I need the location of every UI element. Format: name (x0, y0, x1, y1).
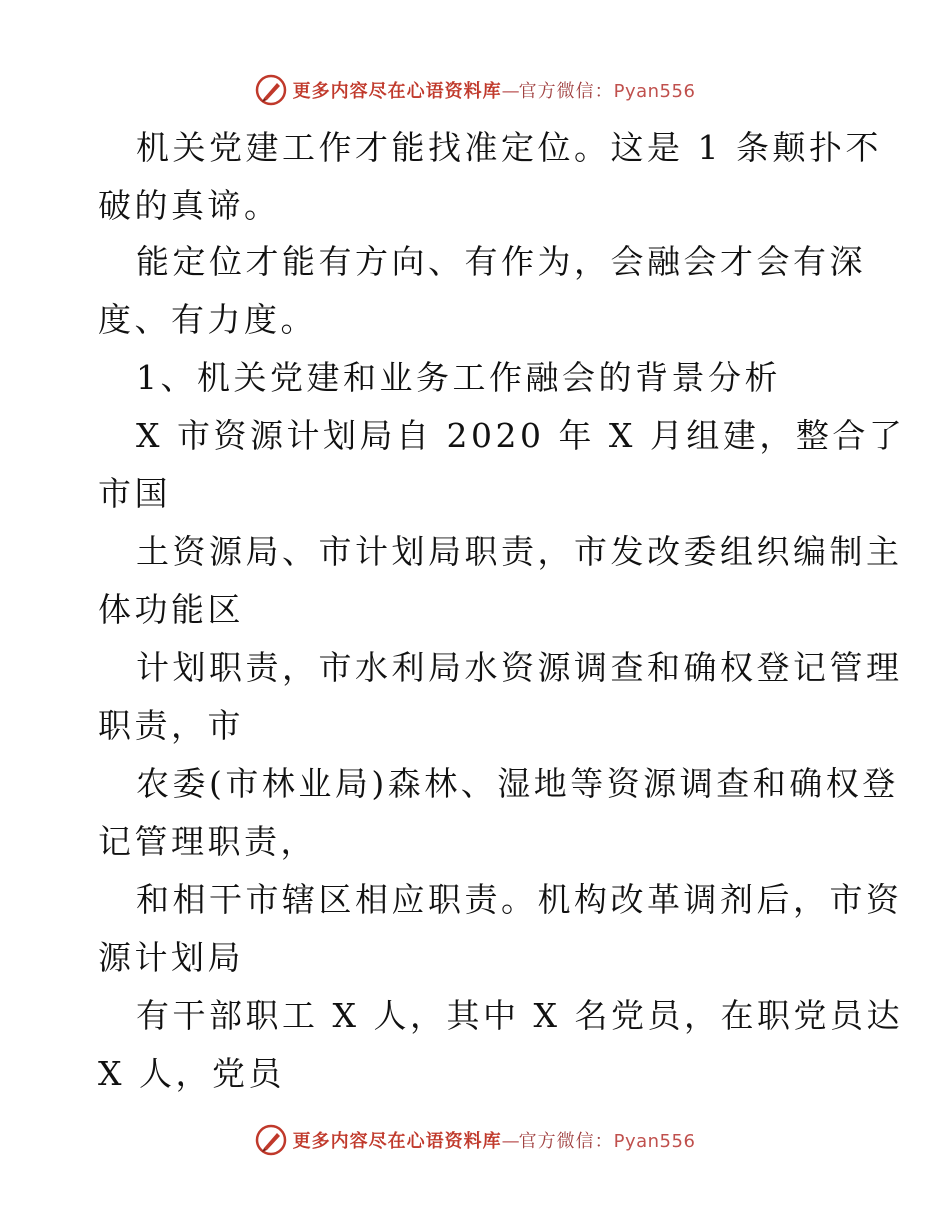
text-line: 计划职责，市水利局水资源调查和确权登记管理 (136, 648, 903, 687)
text-line: 破的真谛。 (98, 186, 281, 225)
banner-text (293, 1127, 696, 1153)
header-banner (0, 70, 950, 110)
text-line: 度、有力度。 (98, 300, 317, 339)
banner-wechat-label: 官方微信： (518, 1131, 614, 1152)
quill-pen-logo-icon (255, 74, 287, 106)
text-line: X 市资源计划局自 2020 年 X 月组建，整合了 (136, 416, 906, 455)
text-line: X 人，党员 (98, 1054, 285, 1093)
text-line: 体功能区 (98, 590, 244, 629)
banner-text (293, 77, 696, 103)
text-line: 土资源局、市计划局职责，市发改委组织编制主 (136, 532, 903, 571)
text-line: 有干部职工 X 人，其中 X 名党员，在职党员达 (136, 996, 903, 1035)
section-heading: 1、机关党建和业务工作融会的背景分析 (136, 358, 781, 397)
banner-wechat-id: Pyan556 (613, 81, 696, 102)
text-line: 农委(市林业局)森林、湿地等资源调查和确权登 (136, 764, 899, 803)
text-line: 和相干市辖区相应职责。机构改革调剂后，市资 (136, 880, 903, 919)
text-line: 能定位才能有方向、有作为，会融会才会有深 (136, 242, 866, 281)
banner-dash: — (501, 1131, 519, 1152)
footer-banner (0, 1120, 950, 1160)
text-line: 职责，市 (98, 706, 244, 745)
banner-wechat-id: Pyan556 (613, 1131, 696, 1152)
text-line: 记管理职责， (98, 822, 317, 861)
banner-main-text: 更多内容尽在心语资料库 (292, 81, 502, 102)
quill-pen-logo-icon (255, 1124, 287, 1156)
banner-dash: — (501, 81, 519, 102)
text-line: 市国 (98, 474, 171, 513)
text-line: 机关党建工作才能找准定位。这是 1 条颠扑不 (136, 128, 882, 167)
banner-wechat-label: 官方微信： (518, 81, 614, 102)
text-line: 源计划局 (98, 938, 244, 977)
banner-main-text: 更多内容尽在心语资料库 (292, 1131, 502, 1152)
